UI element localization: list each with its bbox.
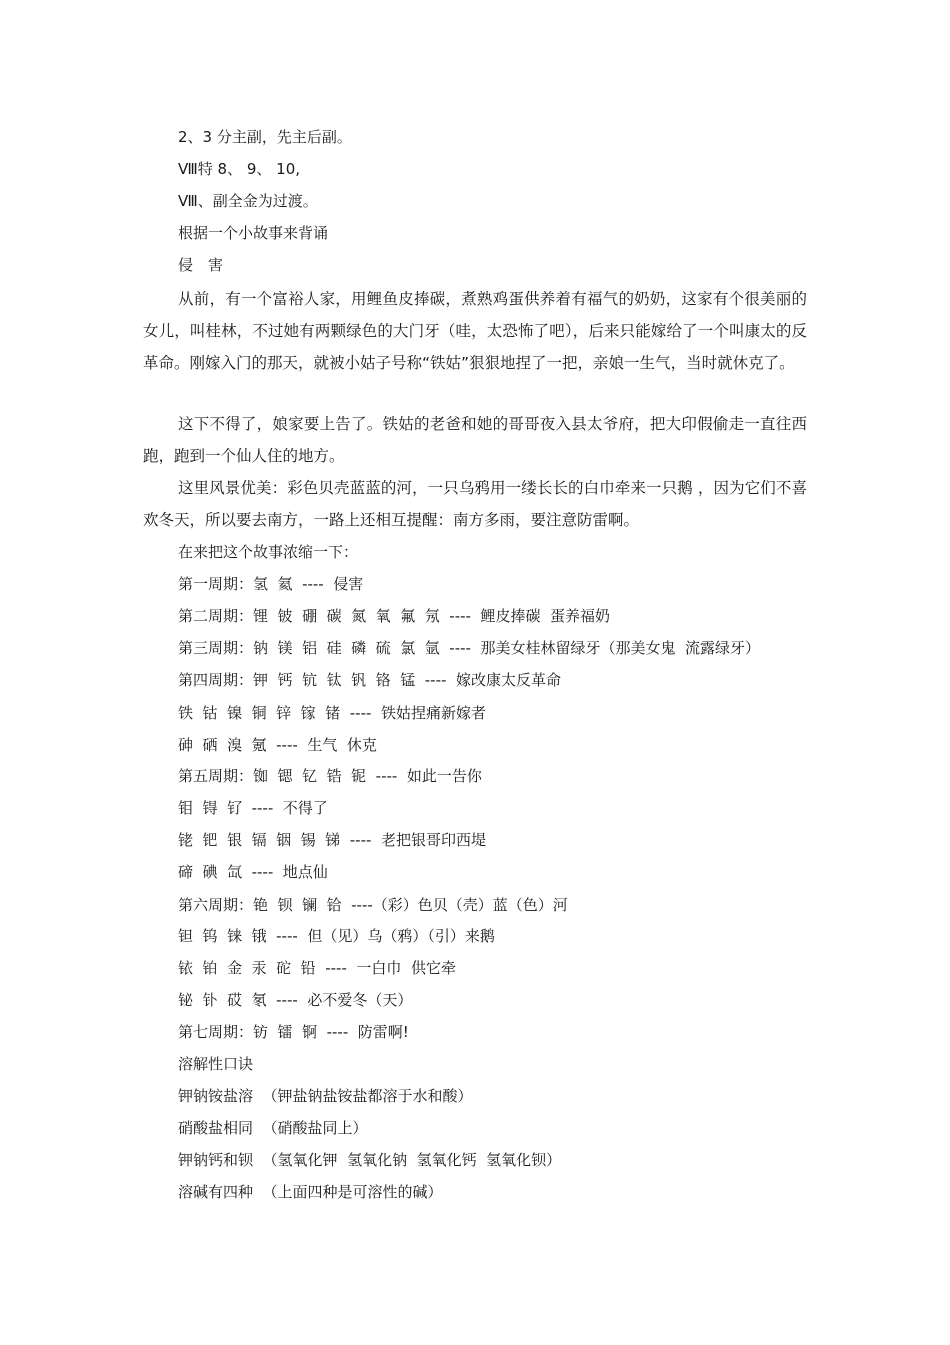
period-line: 钼 锝 钌 ---- 不得了 [178, 799, 328, 817]
solubility-title: 溶解性口诀 [178, 1055, 254, 1073]
solubility-line: 硝酸盐相同 （硝酸盐同上） [178, 1119, 368, 1137]
text-line: 根据一个小故事来背诵 [178, 224, 329, 242]
period-line: 第一周期：氢 氦 ---- 侵害 [178, 575, 364, 593]
period-line: 第四周期：钾 钙 钪 钛 钒 铬 锰 ---- 嫁改康太反革命 [178, 671, 561, 689]
period-line: 铑 钯 银 镉 铟 锡 锑 ---- 老把银哥印西堤 [178, 831, 486, 849]
text-line: Ⅷ、副全金为过渡。 [178, 192, 318, 210]
story-paragraph: 从前，有一个富裕人家，用鲤鱼皮捧碳，煮熟鸡蛋供养着有福气的奶奶，这家有个很美丽的女儿，叫桂林，不过她有两颗绿色的大门牙（哇，太恐怖了吧），后来只能嫁给了一个叫康太的反革命。刚嫁入门的那天，就被小姑子号称“铁姑”狠狠地捏了一把，亲娘一生气，当时就休克了。 [143, 290, 807, 372]
story-paragraph: 这里风景优美：彩色贝壳蓝蓝的河，一只乌鸦用一缕长长的白巾牵来一只鹅 ，因为它们不喜欢冬天，所以要去南方，一路上还相互提醒：南方多雨，要注意防雷啊。 [143, 479, 807, 529]
period-line: 铱 铂 金 汞 砣 铅 ---- 一白巾 供它牵 [178, 959, 456, 977]
period-line: 砷 硒 溴 氪 ---- 生气 休克 [178, 736, 377, 754]
period-line: 第五周期：铷 锶 钇 锆 铌 ---- 如此一告你 [178, 767, 482, 785]
story-paragraph: 这下不得了，娘家要上告了。铁姑的老爸和她的哥哥夜入县太爷府，把大印假偷走一直往西跑，跑到一个仙人住的地方。 [143, 415, 807, 465]
period-line: 钽 钨 铼 锇 ---- 但（见）乌（鸦）（引）来鹅 [178, 927, 495, 945]
text-line: 2、3 分主副，先主后副。 [178, 128, 352, 146]
period-line: 碲 碘 氙 ---- 地点仙 [178, 863, 328, 881]
story-title: 侵 害 [178, 256, 224, 274]
summary-intro: 在来把这个故事浓缩一下： [178, 543, 359, 561]
period-line: 第三周期：钠 镁 铝 硅 磷 硫 氯 氩 ---- 那美女桂林留绿牙（那美女鬼 流露绿牙） [178, 639, 761, 657]
solubility-line: 钾钠钙和钡 （氢氧化钾 氢氧化钠 氢氧化钙 氢氧化钡） [178, 1151, 562, 1169]
period-line: 铋 钋 砹 氡 ---- 必不爱冬（天） [178, 991, 413, 1009]
period-line: 第六周期：铯 钡 镧 铪 ----（彩）色贝（壳）蓝（色）河 [178, 896, 568, 914]
text-line: Ⅷ特 8、 9、 10, [178, 160, 300, 178]
period-line: 铁 钴 镍 铜 锌 镓 锗 ---- 铁姑捏痛新嫁者 [178, 704, 486, 722]
solubility-line: 溶碱有四种 （上面四种是可溶性的碱） [178, 1183, 443, 1201]
period-line: 第二周期：锂 铍 硼 碳 氮 氧 氟 氖 ---- 鲤皮捧碳 蛋养福奶 [178, 607, 611, 625]
period-line: 第七周期：钫 镭 锕 ---- 防雷啊! [178, 1023, 409, 1041]
solubility-line: 钾钠铵盐溶 （钾盐钠盐铵盐都溶于水和酸） [178, 1087, 473, 1105]
